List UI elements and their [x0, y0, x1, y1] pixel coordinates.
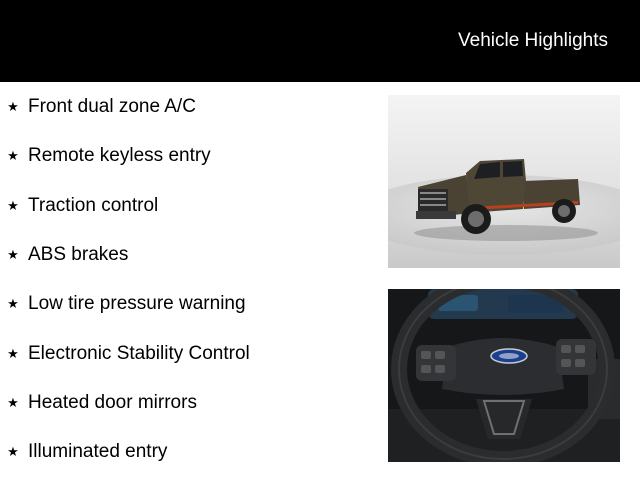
steering-wheel-illustration [388, 289, 620, 462]
star-icon: ★ [7, 99, 19, 115]
feature-label: Remote keyless entry [28, 145, 211, 166]
star-icon: ★ [7, 198, 19, 214]
star-icon: ★ [7, 247, 19, 263]
feature-item [6, 391, 197, 415]
truck-photo [388, 95, 620, 268]
feature-label: Heated door mirrors [28, 392, 197, 413]
feature-label: ABS brakes [28, 244, 129, 265]
feature-label: Front dual zone A/C [28, 96, 196, 117]
star-icon: ★ [7, 346, 19, 362]
feature-item [6, 95, 196, 119]
steering-wheel-photo [388, 289, 620, 462]
star-icon: ★ [7, 444, 19, 460]
feature-list [0, 82, 380, 480]
feature-item [6, 194, 158, 218]
feature-item [6, 440, 167, 464]
feature-label: Traction control [28, 195, 159, 216]
feature-item [6, 292, 246, 316]
star-icon: ★ [7, 148, 19, 164]
feature-label: Illuminated entry [28, 441, 168, 462]
page-title: Vehicle Highlights [458, 30, 608, 51]
feature-label: Electronic Stability Control [28, 343, 250, 364]
star-icon: ★ [7, 395, 19, 411]
pickup-truck-illustration [388, 95, 620, 268]
feature-item [6, 342, 250, 366]
star-icon: ★ [7, 296, 19, 312]
header-bar [0, 0, 640, 82]
feature-item [6, 144, 211, 168]
feature-label: Low tire pressure warning [28, 293, 246, 314]
feature-item [6, 243, 128, 267]
